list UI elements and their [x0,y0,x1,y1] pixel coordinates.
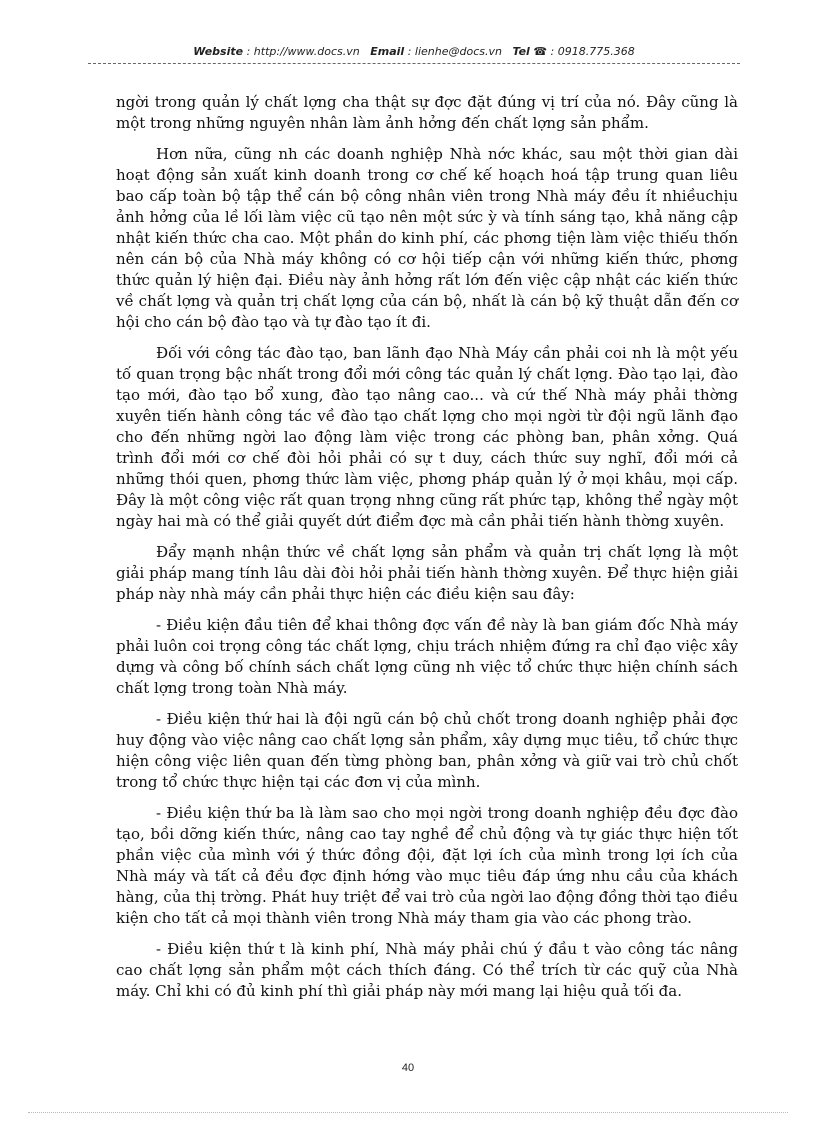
paragraph-3: Đối với công tác đào tạo, ban lãnh đạo Nhà Máy cần phải coi nh là một yếu tố quan trọng bậc nhất trong đổi mới công tác quản lý chất lợng. Đào tạo lại, đào tạo mới, đào tạo bổ xung, đào tạo nâng cao... và cứ thế Nhà máy phải thờng xuyên tiến hành công tác về đào tạo chất lợng cho mọi ngời từ đội ngũ lãnh đạo cho đến những ngời lao động làm việc trong các phòng ban, phân xởng. Quá trình đổi mới cơ chế đòi hỏi phải có sự t duy, cách thức suy nghĩ, đổi mới cả những thói quen, phơng thức làm việc, phơng pháp quản lý ở mọi khâu, mọi cấp. Đây là một công việc rất quan trọng nhng cũng rất phức tạp, không thể ngày một ngày hai mà có thể giải quyết dứt điểm đợc mà cần phải tiến hành thờng xuyên. [116,344,738,530]
tel-value: : 0918.775.368 [550,45,635,58]
paragraph-1: ngời trong quản lý chất lợng cha thật sự đợc đặt đúng vị trí của nó. Đây cũng là một trong những nguyên nhân làm ảnh hởng đến chất lợng sản phẩm. [116,93,738,132]
website-value[interactable]: : http://www.docs.vn [246,45,360,58]
website-label: Website [193,45,244,58]
document-body [116,92,738,1012]
paragraph-6: - Điều kiện thứ hai là đội ngũ cán bộ chủ chốt trong doanh nghiệp phải đợc huy động vào việc nâng cao chất lợng sản phẩm, xây dựng mục tiêu, tổ chức thực hiện công việc liên quan đến từng phòng ban, phân xởng và giữ vai trò chủ chốt trong tổ chức thực hiện tại các đơn vị của mình. [116,710,738,791]
email-label: Email [370,45,405,58]
paragraph-4: Đẩy mạnh nhận thức về chất lợng sản phẩm và quản trị chất lợng là một giải pháp mang tính lâu dài đòi hỏi phải tiến hành thờng xuyên. Để thực hiện giải pháp này nhà máy cần phải thực hiện các điều kiện sau đây: [116,543,738,603]
paragraph-8: - Điều kiện thứ t là kinh phí, Nhà máy phải chú ý đầu t vào công tác nâng cao chất lợng sản phẩm một cách thích đáng. Có thể trích từ các quỹ của Nhà máy. Chỉ khi có đủ kinh phí thì giải pháp này mới mang lại hiệu quả tối đa. [116,940,738,1000]
email-value[interactable]: : lienhe@docs.vn [407,45,502,58]
footer-divider [28,1112,788,1113]
paragraph-2: Hơn nữa, cũng nh các doanh nghiệp Nhà nớc khác, sau một thời gian dài hoạt động sản xuất kinh doanh trong cơ chế kế hoạch hoá tập trung quan liêu bao cấp toàn bộ tập thể cán bộ công nhân viên trong Nhà máy đều ít nhiềuchịu ảnh hởng của lề lối làm việc cũ tạo nên một sức ỳ và tính sáng tạo, khả năng cập nhật kiến thức cha cao. Một phần do kinh phí, các phơng tiện làm việc thiếu thốn nên cán bộ của Nhà máy không có cơ hội tiếp cận với những kiến thức, phơng thức quản lý hiện đại. Điều này ảnh hởng rất lớn đến việc cập nhật các kiến thức về chất lợng và quản trị chất lợng của cán bộ, nhất là cán bộ kỹ thuật dẫn đến cơ hội cho cán bộ đào tạo và tự đào tạo ít đi. [116,145,738,331]
paragraph-5: - Điều kiện đầu tiên để khai thông đợc vấn đề này là ban giám đốc Nhà máy phải luôn coi trọng công tác chất lợng, chịu trách nhiệm đứng ra chỉ đạo việc xây dựng và công bố chính sách chất lợng cũng nh việc tổ chức thực hiện chính sách chất lợng trong toàn Nhà máy. [116,616,738,697]
page-header [88,44,740,60]
phone-icon: ☎ [533,45,548,58]
paragraph-7: - Điều kiện thứ ba là làm sao cho mọi ngời trong doanh nghiệp đều đợc đào tạo, bồi dỡng kiến thức, nâng cao tay nghề để chủ động và tự giác thực hiện tốt phần việc của mình với ý thức đồng đội, đặt lợi ích của mình trong lợi ích của Nhà máy và tất cả đều đợc định hớng vào mục tiêu đáp ứng nhu cầu của khách hàng, của thị trờng. Phát huy triệt để vai trò của ngời lao động đồng thời tạo điều kiện cho tất cả mọi thành viên trong Nhà máy tham gia vào các phong trào. [116,804,738,927]
tel-label: Tel [512,45,530,58]
page-number: 40 [401,1062,415,1074]
header-divider [88,63,740,64]
